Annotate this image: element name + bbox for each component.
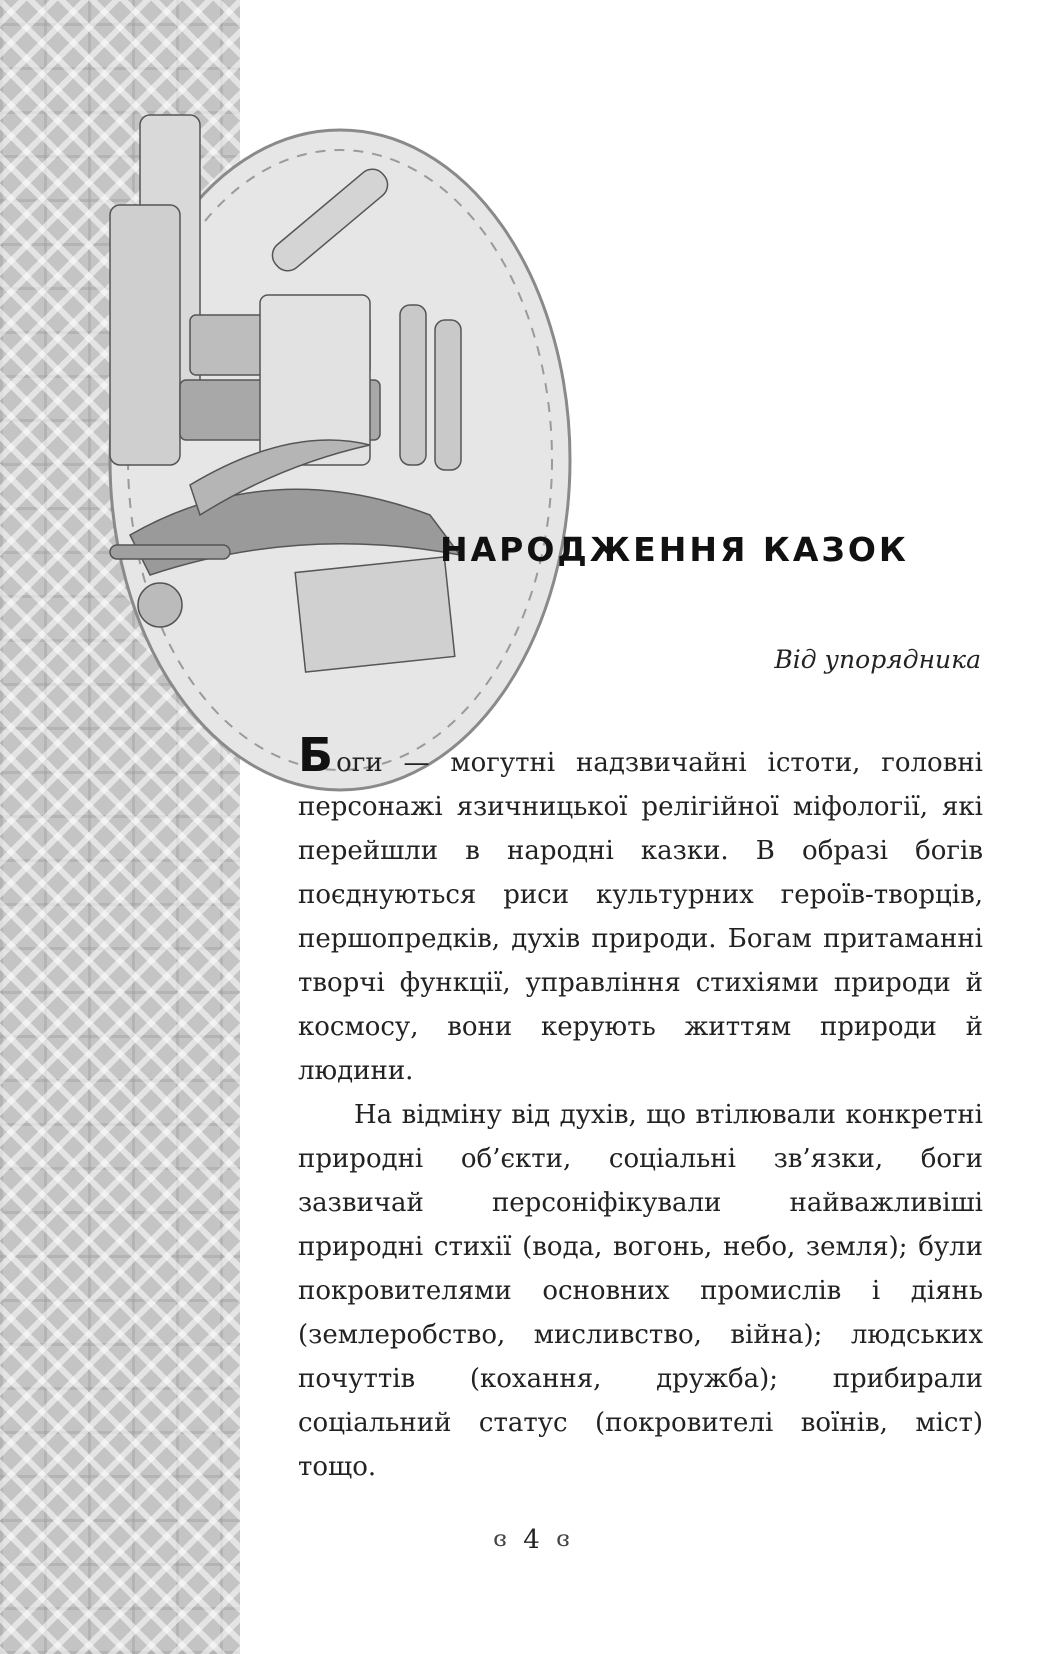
drop-cap: Б	[298, 728, 334, 782]
paragraph-1	[298, 728, 983, 1093]
page-footer	[0, 1525, 1063, 1555]
scrolls-and-books-illustration	[70, 95, 590, 815]
chapter-title: НАРОДЖЕННЯ КАЗОК	[440, 530, 909, 569]
paragraph-1-text: оги — могутні надзвичайні істоти, головні персонажі язичницької релігійної міфології, які перейшли в народні казки. В образі богів поєднуються риси культурних героїв-творців, першопредків, духів природи. Богам притаманні творчі функції, управління стихіями природи й космосу, вони керують життям природи й людини.	[298, 748, 983, 1086]
chapter-subtitle: Від упорядника	[774, 645, 981, 674]
swirl-ornament-left-icon: ɞ	[493, 1527, 507, 1552]
paragraph-2: На відміну від духів, що втілювали конкретні природні об’єкти, соціальні зв’язки, боги зазвичай персоніфікували найважливіші природні стихії (вода, вогонь, небо, земля); були покровителями основних промислів і діянь (землеробство, мисливство, війна); людських почуттів (кохання, дружба); прибирали соціальний статус (покровителі воїнів, міст) тощо.	[298, 1100, 983, 1482]
body-text	[298, 728, 983, 1489]
swirl-ornament-right-icon: ɞ	[556, 1527, 570, 1552]
page-number: 4	[523, 1525, 540, 1555]
